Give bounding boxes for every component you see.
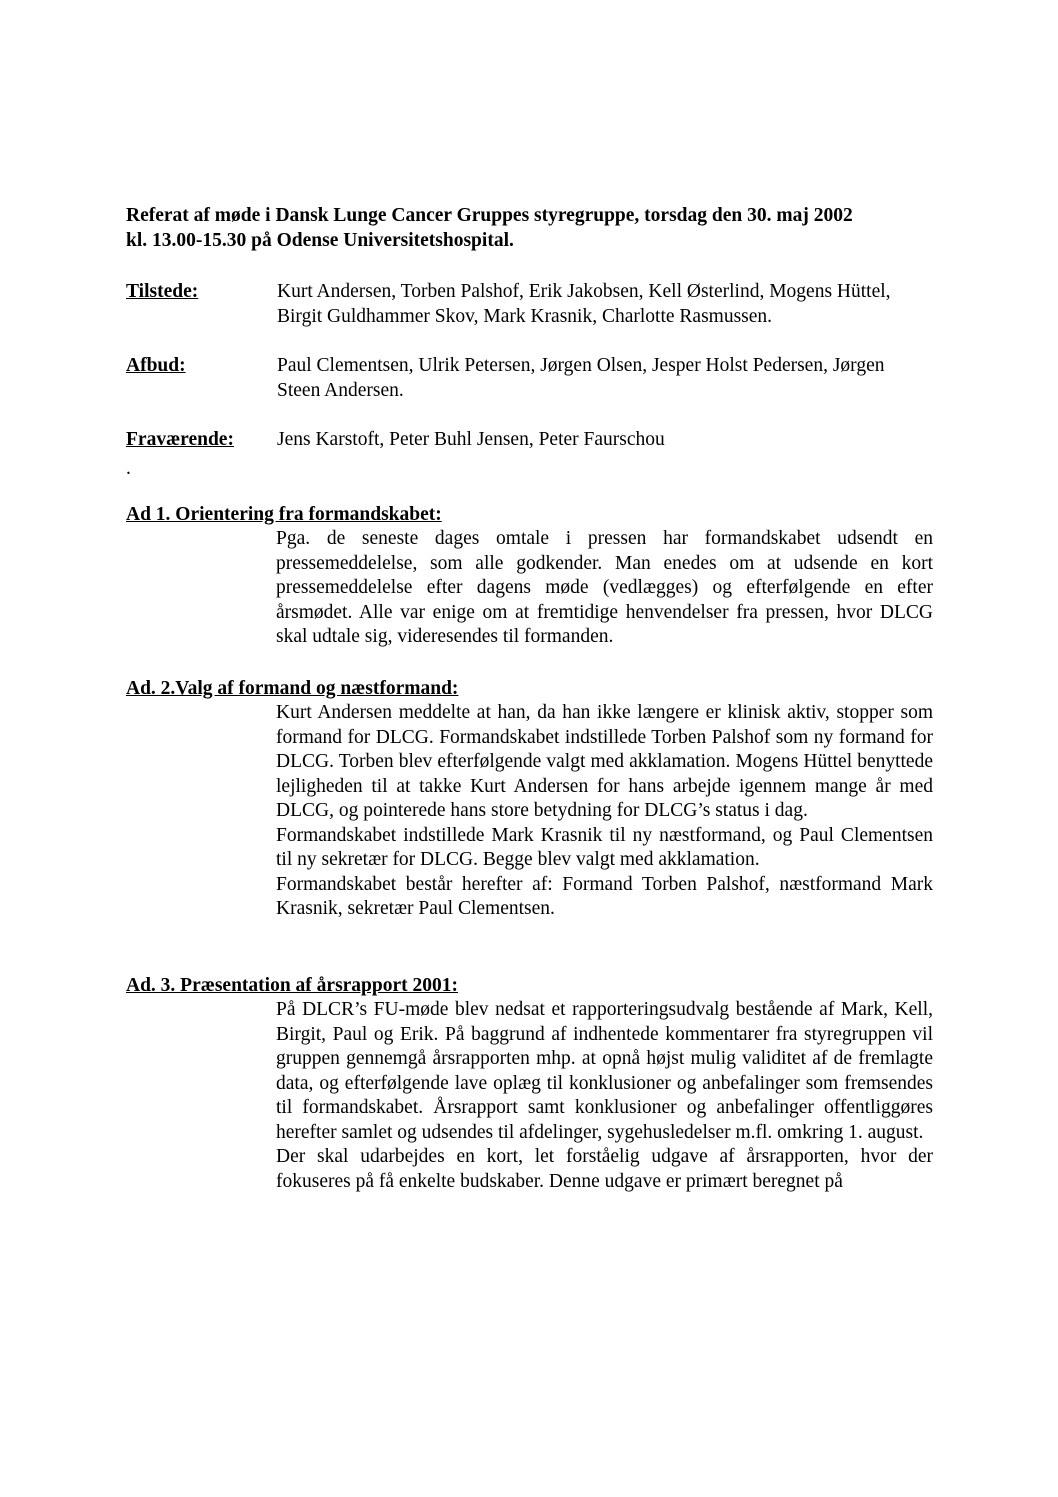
section-1-body <box>276 527 933 650</box>
cancelled-line-1: Paul Clementsen, Ulrik Petersen, Jørgen Olsen, Jesper Holst Pedersen, Jørgen <box>277 355 885 376</box>
section-2-paragraph-2: Formandskabet indstillede Mark Krasnik til ny næstformand, og Paul Clementsen til ny sekretær for DLCG. Begge blev valgt med akklamation. <box>276 824 933 870</box>
section-2-paragraph-3: Formandskabet består herefter af: Formand Torben Palshof, næstformand Mark Krasnik, sekretær Paul Clementsen. <box>276 873 933 919</box>
section-2-paragraph-1: Kurt Andersen meddelte at han, da han ikke længere er klinisk aktiv, stopper som formand for DLCG. Formandskabet indstillede Torben Palshof som ny formand for DLCG. Torben blev efterfølgende valgt med akklamation. Mogens Hüttel benyttede lejligheden til at takke Kurt Andersen for hans arbejde igennem mange år med DLCG, og pointerede hans store betydning for DLCG’s status i dag. <box>276 702 933 821</box>
cancelled-label: Afbud: <box>126 355 186 376</box>
section-3-heading: Ad. 3. Præsentation af årsrapport 2001: <box>126 975 459 996</box>
title-line-1: Referat af møde i Dansk Lunge Cancer Gruppes styregruppe, torsdag den 30. maj 2002 <box>126 205 853 226</box>
document-title <box>126 203 946 253</box>
present-label: Tilstede: <box>126 281 199 302</box>
present-line-2: Birgit Guldhammer Skov, Mark Krasnik, Charlotte Rasmussen. <box>277 305 773 327</box>
cancelled-names <box>277 354 937 403</box>
section-2-body <box>276 701 933 922</box>
section-1-heading: Ad 1. Orientering fra formandskabet: <box>126 504 442 525</box>
section-3-paragraph-2: Der skal udarbejdes en kort, let forståelig udgave af årsrapporten, hvor der fokuseres på få enkelte budskaber. Denne udgave er primært beregnet på <box>276 1146 933 1192</box>
section-1-paragraph-1: Pga. de seneste dages omtale i pressen har formandskabet udsendt en pressemeddelelse, som alle godkender. Man enedes om at udsende en kort pressemeddelelse efter dagens møde (vedlægges) og efterfølgende en efter årsmødet. Alle var enige om at fremtidige henvendelser fra pressen, hvor DLCG skal udtale sig, videresendes til formanden. <box>276 528 933 647</box>
section-3-paragraph-1: På DLCR’s FU-møde blev nedsat et rapporteringsudvalg bestående af Mark, Kell, Birgit, Paul og Erik. På baggrund af indhentede kommentarer fra styregruppen vil gruppen gennemgå årsrapporten mhp. at opnå højst mulig validitet af de fremlagte data, og efterfølgende lave oplæg til konklusioner og anbefalinger som fremsendes til formandskabet. Årsrapport samt konklusioner og anbefalinger offentliggøres herefter samlet og udsendes til afdelinger, sygehusledelser m.fl. omkring 1. august. <box>276 999 933 1143</box>
cancelled-line-2: Steen Andersen. <box>277 379 404 401</box>
absent-names <box>277 428 937 453</box>
stray-mark: . <box>126 458 131 479</box>
section-3-body <box>276 998 933 1194</box>
section-2-heading: Ad. 2.Valg af formand og næstformand: <box>126 678 459 699</box>
absent-label: Fraværende: <box>126 429 234 450</box>
present-line-1: Kurt Andersen, Torben Palshof, Erik Jakobsen, Kell Østerlind, Mogens Hüttel, <box>277 281 891 302</box>
title-line-2: kl. 13.00-15.30 på Odense Universitetshospital. <box>126 230 514 251</box>
absent-line-1: Jens Karstoft, Peter Buhl Jensen, Peter Faurschou <box>277 429 665 450</box>
present-names <box>277 280 937 329</box>
